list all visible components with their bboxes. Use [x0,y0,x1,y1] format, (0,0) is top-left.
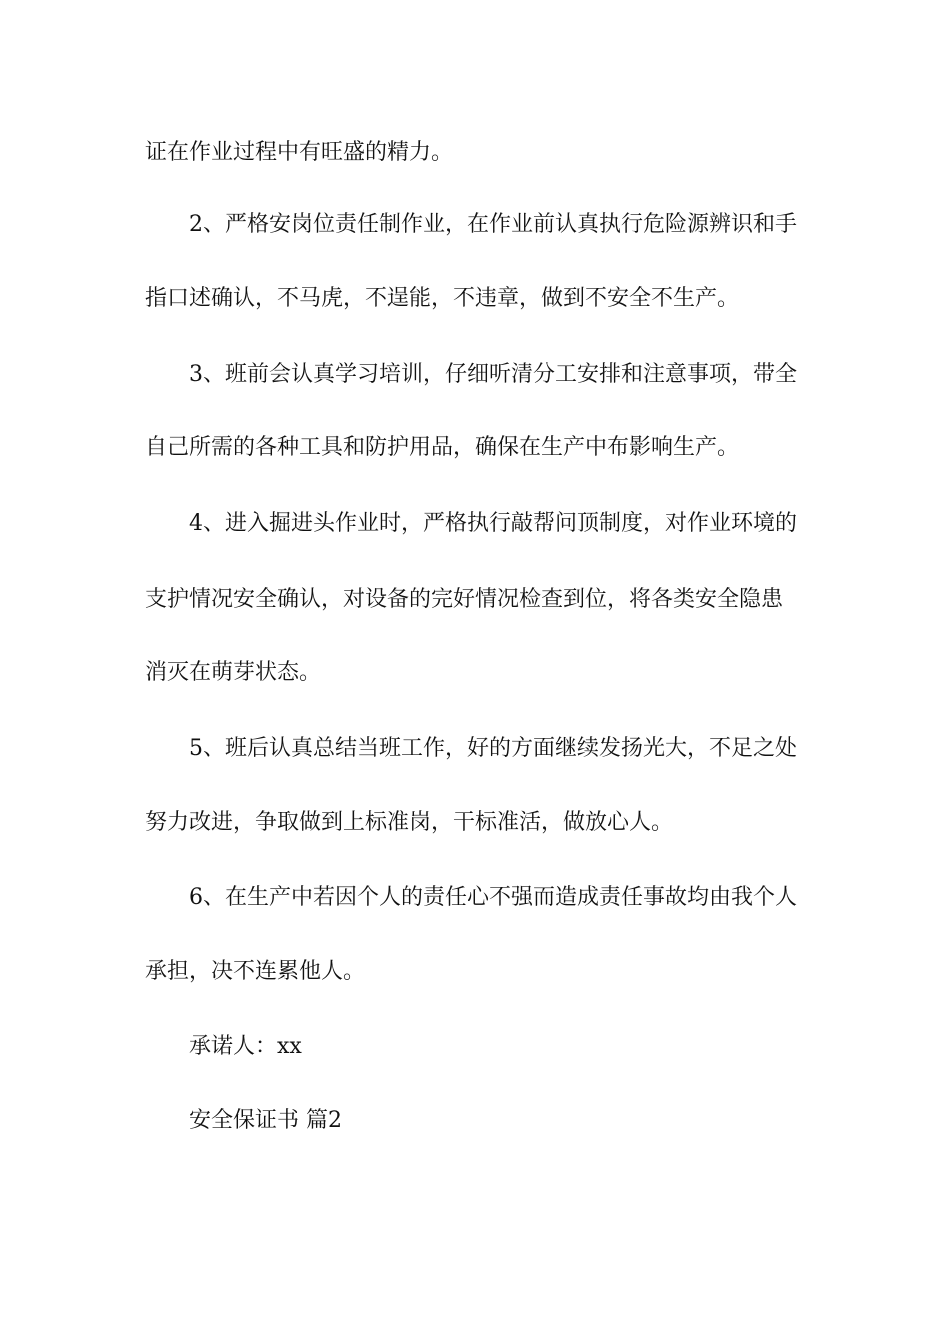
text-line-2: 2、严格安岗位责任制作业，在作业前认真执行危险源辨识和手 [189,212,797,237]
text-line-1: 证在作业过程中有旺盛的精力。 [145,140,454,165]
text-line-5: 自己所需的各种工具和防护用品，确保在生产中布影响生产。 [145,435,740,460]
text-line-8: 消灭在萌芽状态。 [145,660,322,685]
signatory-line: 承诺人：xx [189,1034,302,1059]
text-line-9: 5、班后认真总结当班工作，好的方面继续发扬光大，不足之处 [189,736,797,761]
text-line-6: 4、进入掘进头作业时，严格执行敲帮问顶制度，对作业环境的 [189,511,797,536]
text-line-11: 6、在生产中若因个人的责任心不强而造成责任事故均由我个人 [189,885,797,910]
section-heading: 安全保证书 篇2 [189,1108,342,1133]
text-line-4: 3、班前会认真学习培训，仔细听清分工安排和注意事项，带全 [189,362,797,387]
text-line-12: 承担，决不连累他人。 [145,959,366,984]
text-line-3: 指口述确认，不马虎，不逞能，不违章，做到不安全不生产。 [145,286,740,311]
text-line-7: 支护情况安全确认，对设备的完好情况检查到位，将各类安全隐患 [145,587,784,612]
text-line-10: 努力改进，争取做到上标准岗，干标准活，做放心人。 [145,810,674,835]
